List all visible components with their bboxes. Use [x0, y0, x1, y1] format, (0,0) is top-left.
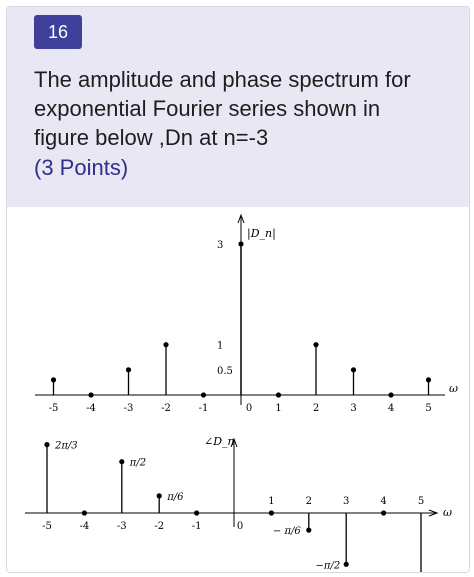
amplitude-point: [276, 392, 281, 397]
phase-spectrum-chart: [7, 417, 469, 572]
phase-point: [119, 459, 124, 464]
amplitude-point: [313, 342, 318, 347]
x-tick-label: -5: [42, 521, 52, 532]
x-tick-label: -4: [86, 403, 96, 414]
points-label: (3 Points): [34, 155, 129, 180]
x-tick-label: 1: [275, 403, 282, 414]
x-tick-label: 0: [236, 521, 244, 532]
question-panel: [7, 7, 469, 207]
phase-point: [269, 510, 274, 515]
amplitude-point: [126, 367, 131, 372]
amplitude-point: [201, 392, 206, 397]
x-tick-label: -4: [79, 521, 90, 532]
amplitude-point: [388, 392, 393, 397]
x-tick-label: -2: [161, 403, 171, 414]
x-tick-label: 3: [350, 403, 357, 414]
amplitude-point: [163, 342, 168, 347]
x-tick-label: 1: [268, 496, 275, 507]
x-tick-label: 2: [305, 496, 312, 507]
y-tick-label: 3: [217, 240, 224, 251]
phase-value-label: − π/6: [272, 526, 301, 538]
question-line: figure below ,Dn at n=-3: [34, 125, 269, 150]
phase-value-label: 2π/3: [55, 440, 78, 452]
question-number-badge: 16: [34, 15, 82, 49]
phase-point: [381, 510, 386, 515]
x-tick-label: 0: [245, 403, 253, 414]
x-tick-label: -2: [154, 521, 165, 532]
amplitude-point: [426, 377, 431, 382]
amplitude-point: [351, 367, 356, 372]
amplitude-point: [88, 392, 93, 397]
x-tick-label: 4: [380, 496, 387, 507]
amplitude-spectrum-chart: [7, 207, 469, 417]
y-tick-label: 0.5: [217, 365, 233, 377]
amplitude-point: [51, 377, 56, 382]
question-text: [34, 65, 454, 152]
x-axis-label: ω: [449, 382, 458, 395]
x-tick-label: 3: [343, 496, 350, 507]
phase-point: [44, 442, 49, 447]
phase-point: [344, 562, 349, 567]
x-tick-label: 5: [417, 496, 425, 507]
phase-value-label: π/2: [129, 457, 147, 469]
x-tick-label: 2: [312, 403, 320, 414]
x-tick-label: -1: [191, 521, 202, 532]
phase-point: [306, 528, 311, 533]
phase-point: [82, 510, 87, 515]
x-tick-label: -1: [198, 403, 209, 414]
phase-point: [157, 493, 162, 498]
question-line: exponential Fourier series shown in: [34, 96, 381, 121]
question-line: The amplitude and phase spectrum for: [34, 67, 411, 92]
phase-value-label: −π/2: [315, 560, 341, 572]
x-tick-label: -3: [116, 521, 127, 532]
x-tick-label: -3: [123, 403, 134, 414]
x-tick-label: -5: [48, 403, 59, 414]
x-tick-label: 4: [387, 403, 395, 414]
question-card: [6, 6, 470, 573]
y-axis-label: |D_n|: [247, 227, 276, 240]
amplitude-point: [238, 241, 243, 246]
y-axis-label: ∠D_n: [204, 435, 235, 448]
phase-value-label: π/6: [167, 491, 184, 503]
phase-point: [194, 510, 199, 515]
x-axis-label: ω: [443, 506, 452, 519]
spectrum-figure: [7, 207, 469, 572]
y-tick-label: 1: [217, 340, 224, 352]
x-tick-label: 5: [425, 403, 432, 414]
